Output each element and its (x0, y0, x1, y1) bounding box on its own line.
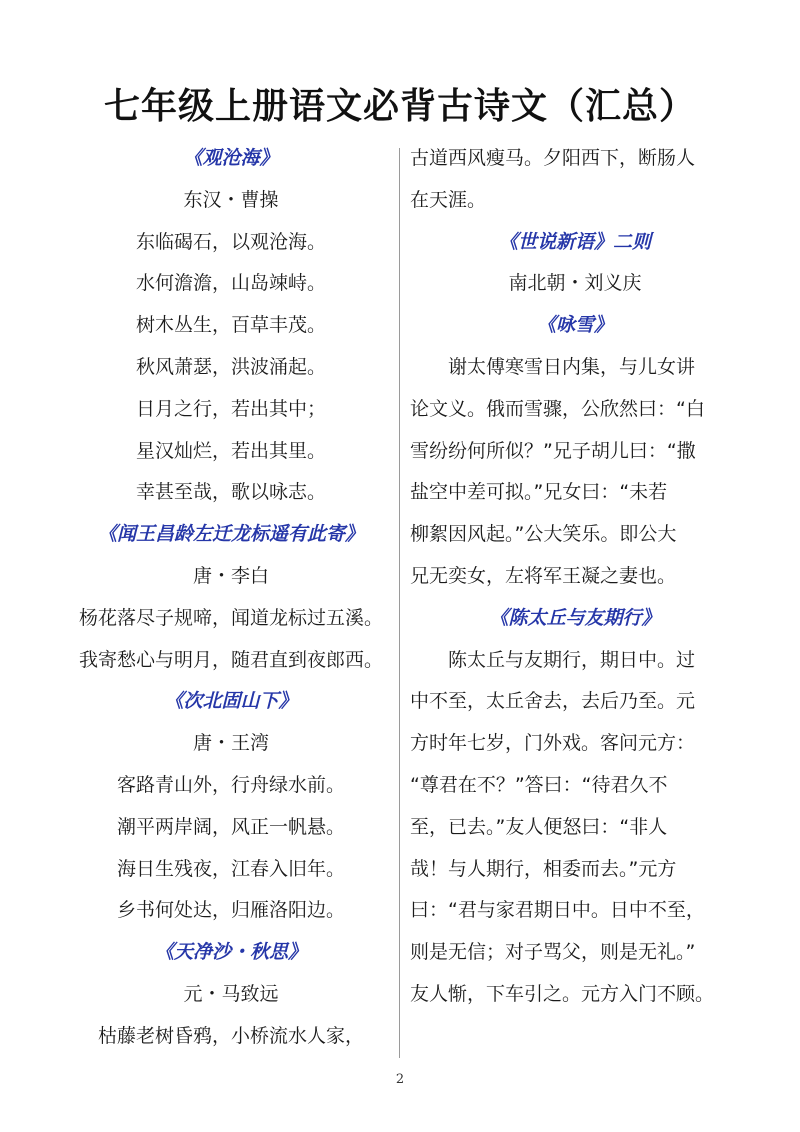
left-text-line: 日月之行，若出其中； (135, 397, 326, 420)
left-author-line: 元・马致远 (183, 982, 279, 1005)
left-poem-title: 《天净沙・秋思》 (154, 941, 307, 964)
left-poem-title: 《观沧海》 (183, 147, 279, 169)
left-text-line: 东临碣石，以观沧海。 (135, 230, 326, 253)
left-text-line: 秋风萧瑟，洪波涌起。 (135, 355, 326, 378)
right-column (410, 138, 740, 1016)
page-title: 七年级上册语文必背古诗文（汇总） (103, 86, 696, 127)
left-text-line: 枯藤老树昏鸦，小桥流水人家， (97, 1024, 364, 1047)
right-poem-title: 《咏雪》 (536, 314, 613, 337)
left-column (68, 138, 394, 1058)
left-text-line: 乡书何处达，归雁洛阳边。 (116, 899, 345, 922)
left-text-line: 水何澹澹，山岛竦峙。 (135, 272, 326, 295)
left-author-line: 东汉・曹操 (183, 188, 279, 211)
left-text-line: 海日生残夜，江春入旧年。 (116, 857, 345, 880)
right-text-line: 至，已去。”友人便怒曰：“非人 (410, 815, 668, 838)
left-author-line: 唐・王湾 (192, 732, 269, 755)
left-text-line: 幸甚至哉，歌以咏志。 (135, 481, 326, 504)
left-text-line: 杨花落尽子规啼，闻道龙标过五溪。 (78, 606, 383, 629)
left-text-line: 客路青山外，行舟绿水前。 (116, 773, 345, 796)
page-number: 2 (395, 1072, 405, 1087)
right-text-line: 中不至，太丘舍去，去后乃至。元 (410, 690, 696, 713)
right-text-line: 雪纷纷何所似？”兄子胡儿曰：“撒 (410, 439, 696, 462)
left-text-line: 树木丛生，百草丰茂。 (135, 314, 326, 337)
column-divider (399, 148, 400, 1058)
right-author-line: 南北朝・刘义庆 (508, 272, 642, 295)
right-text-line: 曰：“君与家君期日中。日中不至， (410, 899, 705, 922)
right-poem-title: 《陈太丘与友期行》 (489, 606, 661, 629)
left-author-line: 唐・李白 (192, 564, 269, 587)
right-text-line: 陈太丘与友期行，期日中。过 (410, 648, 696, 671)
right-text-line: 盐空中差可拟。”兄女曰：“未若 (410, 481, 668, 504)
left-poem-title: 《次北固山下》 (164, 690, 298, 713)
right-text-line: 方时年七岁，门外戏。客问元方： (410, 732, 696, 755)
right-text-line: 柳絮因风起。”公大笑乐。即公大 (410, 523, 677, 546)
right-text-line: 兄无奕女，左将军王凝之妻也。 (410, 564, 677, 587)
right-text-line: 论文义。俄而雪骤，公欣然曰：“白 (410, 397, 705, 420)
left-text-line: 我寄愁心与明月，随君直到夜郎西。 (78, 648, 383, 671)
right-text-line: 古道西风瘦马。夕阳西下，断肠人 (410, 147, 696, 169)
right-text-line: 则是无信；对子骂父，则是无礼。” (410, 941, 696, 964)
left-poem-title: 《闻王昌龄左迁龙标遥有此寄》 (97, 523, 364, 546)
right-text-line: “尊君在不？”答曰：“待君久不 (410, 773, 668, 796)
right-text-line: 谢太傅寒雪日内集，与儿女讲 (410, 355, 696, 378)
right-text-line: 哉！与人期行，相委而去。”元方 (410, 857, 677, 880)
right-text-line: 在天涯。 (410, 188, 487, 211)
right-text-line: 友人惭，下车引之。元方入门不顾。 (410, 982, 715, 1005)
left-text-line: 星汉灿烂，若出其里。 (135, 439, 326, 462)
right-poem-title: 《世说新语》二则 (498, 230, 651, 253)
left-text-line: 潮平两岸阔，风正一帆悬。 (116, 815, 345, 838)
